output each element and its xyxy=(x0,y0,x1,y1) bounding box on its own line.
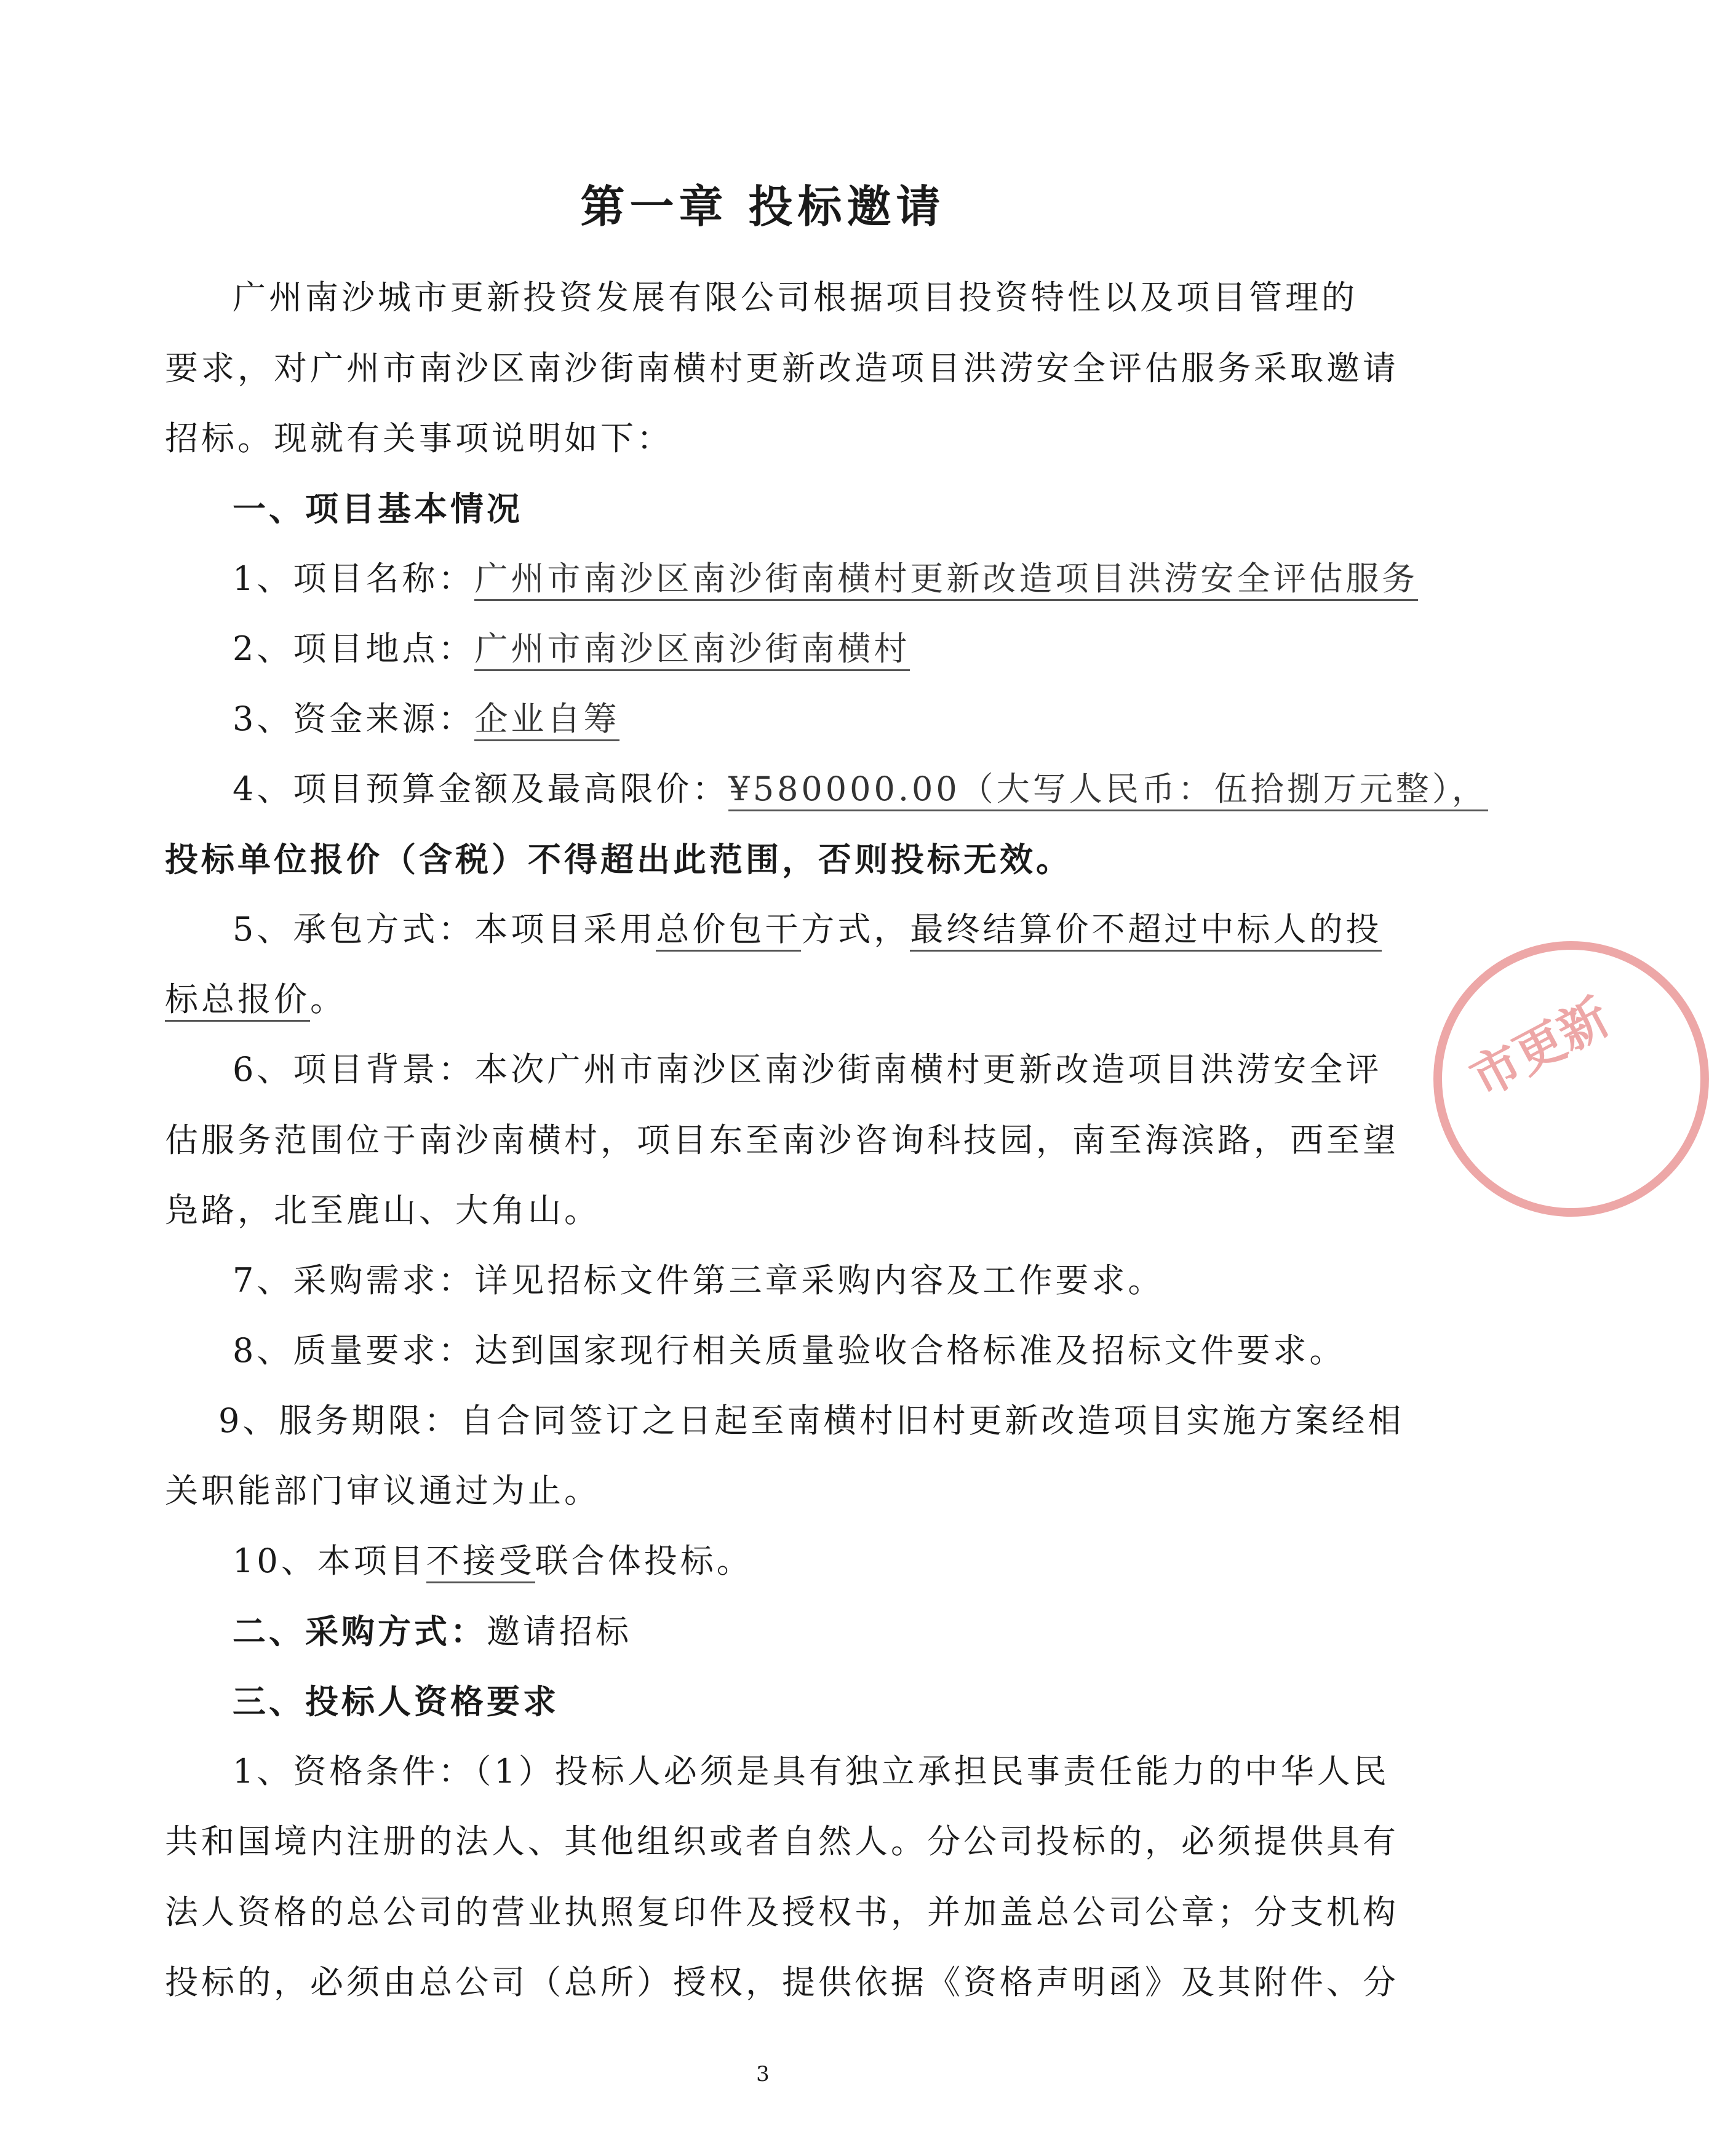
item-7: 7、采购需求：详见招标文件第三章采购内容及工作要求。 xyxy=(233,1261,1165,1300)
section3-item1-line-2: 共和国境内注册的法人、其他组织或者自然人。分公司投标的，必须提供具有 xyxy=(165,1822,1399,1861)
page-number: 3 xyxy=(756,2062,770,2086)
item10-text-a: 10、本项目 xyxy=(233,1541,426,1580)
item1-label: 1、项目名称： xyxy=(233,559,475,598)
intro-line-2: 要求，对广州市南沙区南沙街南横村更新改造项目洪涝安全评估服务采取邀请 xyxy=(165,349,1399,388)
item6-line-1: 6、项目背景：本次广州市南沙区南沙街南横村更新改造项目洪涝安全评 xyxy=(233,1050,1382,1089)
item-3 xyxy=(233,697,1371,741)
section1-heading: 一、项目基本情况 xyxy=(233,489,523,528)
item4-label: 4、项目预算金额及最高限价： xyxy=(233,770,729,808)
item-1 xyxy=(233,557,1419,601)
project-name-value: 广州市南沙区南沙街南横村更新改造项目洪涝安全评估服务 xyxy=(474,559,1418,601)
item-4 xyxy=(233,767,1488,811)
budget-warning: 投标单位报价（含税）不得超出此范围，否则投标无效。 xyxy=(165,840,1072,879)
item5-underline-2: 最终结算价不超过中标人的投 xyxy=(910,910,1382,952)
item-10 xyxy=(233,1539,1371,1583)
item9-line-2: 关职能部门审议通过为止。 xyxy=(165,1471,600,1510)
item-5-cont xyxy=(165,977,1371,1022)
item10-text-b: 联合体投标。 xyxy=(535,1541,753,1580)
item5-text-a: 5、承包方式：本项目采用 xyxy=(233,910,656,949)
chapter-title: 第一章 投标邀请 xyxy=(580,180,946,233)
item5-underline-3: 标总报价 xyxy=(165,980,310,1022)
item-2 xyxy=(233,627,1371,671)
item5-text-c: 。 xyxy=(310,980,346,1019)
section3-heading: 三、投标人资格要求 xyxy=(233,1682,559,1721)
seal-text: 市更新 xyxy=(1461,987,1619,1108)
item5-text-b: 方式， xyxy=(801,910,910,949)
section2 xyxy=(233,1609,1371,1654)
item-8: 8、质量要求：达到国家现行相关质量验收合格标准及招标文件要求。 xyxy=(233,1331,1346,1370)
section2-value: 邀请招标 xyxy=(487,1612,632,1651)
item-5 xyxy=(233,907,1382,952)
item3-label: 3、资金来源： xyxy=(233,699,475,738)
section3-item1-line-1: 1、资格条件：（1）投标人必须是具有独立承担民事责任能力的中华人民 xyxy=(233,1752,1390,1791)
project-location-value: 广州市南沙区南沙街南横村 xyxy=(474,629,910,671)
section3-item1-line-3: 法人资格的总公司的营业执照复印件及授权书，并加盖总公司公章；分支机构 xyxy=(165,1893,1399,1931)
section3-item1-line-4: 投标的，必须由总公司（总所）授权，提供依据《资格声明函》及其附件、分 xyxy=(165,1963,1399,2002)
fund-source-value: 企业自筹 xyxy=(474,699,619,741)
item5-underline-1: 总价包干 xyxy=(656,910,801,952)
item2-label: 2、项目地点： xyxy=(233,629,475,668)
item10-underline: 不接受 xyxy=(426,1541,535,1583)
budget-value: ¥580000.00（大写人民币：伍拾捌万元整）， xyxy=(728,770,1488,811)
item6-line-2: 估服务范围位于南沙南横村，项目东至南沙咨询科技园，南至海滨路，西至望 xyxy=(165,1121,1399,1160)
item9-line-1: 9、服务期限：自合同签订之日起至南横村旧村更新改造项目实施方案经相 xyxy=(218,1401,1404,1440)
section2-heading: 二、采购方式： xyxy=(233,1612,487,1651)
intro-line-1: 广州南沙城市更新投资发展有限公司根据项目投资特性以及项目管理的 xyxy=(233,278,1358,317)
intro-line-3: 招标。现就有关事项说明如下： xyxy=(165,419,673,458)
item6-line-3: 凫路，北至鹿山、大角山。 xyxy=(165,1191,600,1230)
